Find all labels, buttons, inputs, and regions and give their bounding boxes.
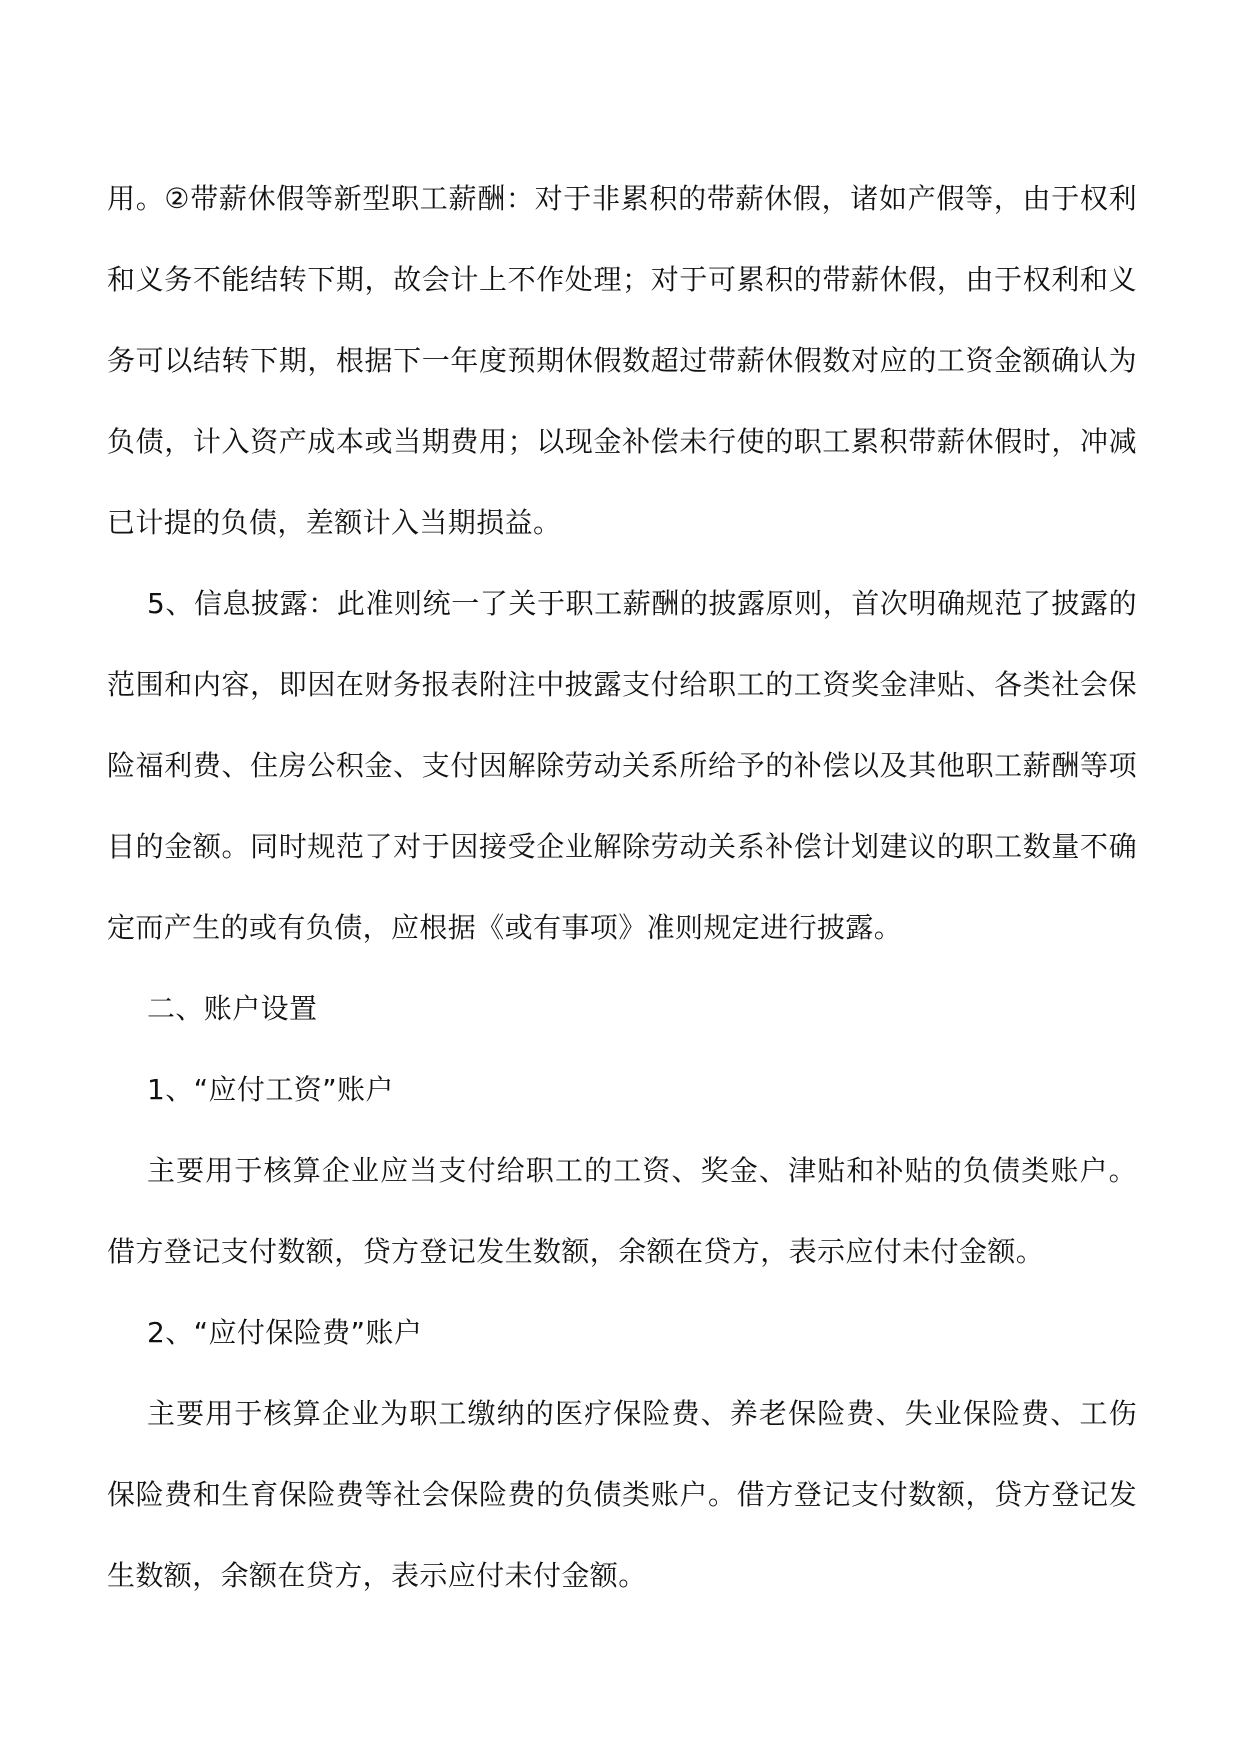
subheading-wages-payable: 1、“应付工资”账户 bbox=[147, 1073, 394, 1106]
subheading-insurance-payable: 2、“应付保险费”账户 bbox=[147, 1316, 423, 1349]
paragraph-insurance-payable: 主要用于核算企业为职工缴纳的医疗保险费、养老保险费、失业保险费、工伤保险费和生育保险费等社会保险费的负债类账户。借方登记支付数额，贷方登记发生数额，余额在贷方，表示应付未付金额。 bbox=[107, 1397, 1137, 1592]
document-body bbox=[107, 158, 1137, 1616]
paragraph-paid-leave: 用。②带薪休假等新型职工薪酬：对于非累积的带薪休假，诸如产假等，由于权利和义务不能结转下期，故会计上不作处理；对于可累积的带薪休假，由于权利和义务可以结转下期，根据下一年度预期休假数超过带薪休假数对应的工资金额确认为负债，计入资产成本或当期费用；以现金补偿未行使的职工累积带薪休假时，冲减已计提的负债，差额计入当期损益。 bbox=[107, 182, 1137, 539]
paragraph-wages-payable: 主要用于核算企业应当支付给职工的工资、奖金、津贴和补贴的负债类账户。借方登记支付数额，贷方登记发生数额，余额在贷方，表示应付未付金额。 bbox=[107, 1154, 1137, 1268]
section-heading-account-setup: 二、账户设置 bbox=[147, 992, 318, 1025]
paragraph-disclosure: 5、信息披露：此准则统一了关于职工薪酬的披露原则，首次明确规范了披露的范围和内容，即因在财务报表附注中披露支付给职工的工资奖金津贴、各类社会保险福利费、住房公积金、支付因解除劳动关系所给予的补偿以及其他职工薪酬等项目的金额。同时规范了对于因接受企业解除劳动关系补偿计划建议的职工数量不确定而产生的或有负债，应根据《或有事项》准则规定进行披露。 bbox=[107, 587, 1137, 944]
